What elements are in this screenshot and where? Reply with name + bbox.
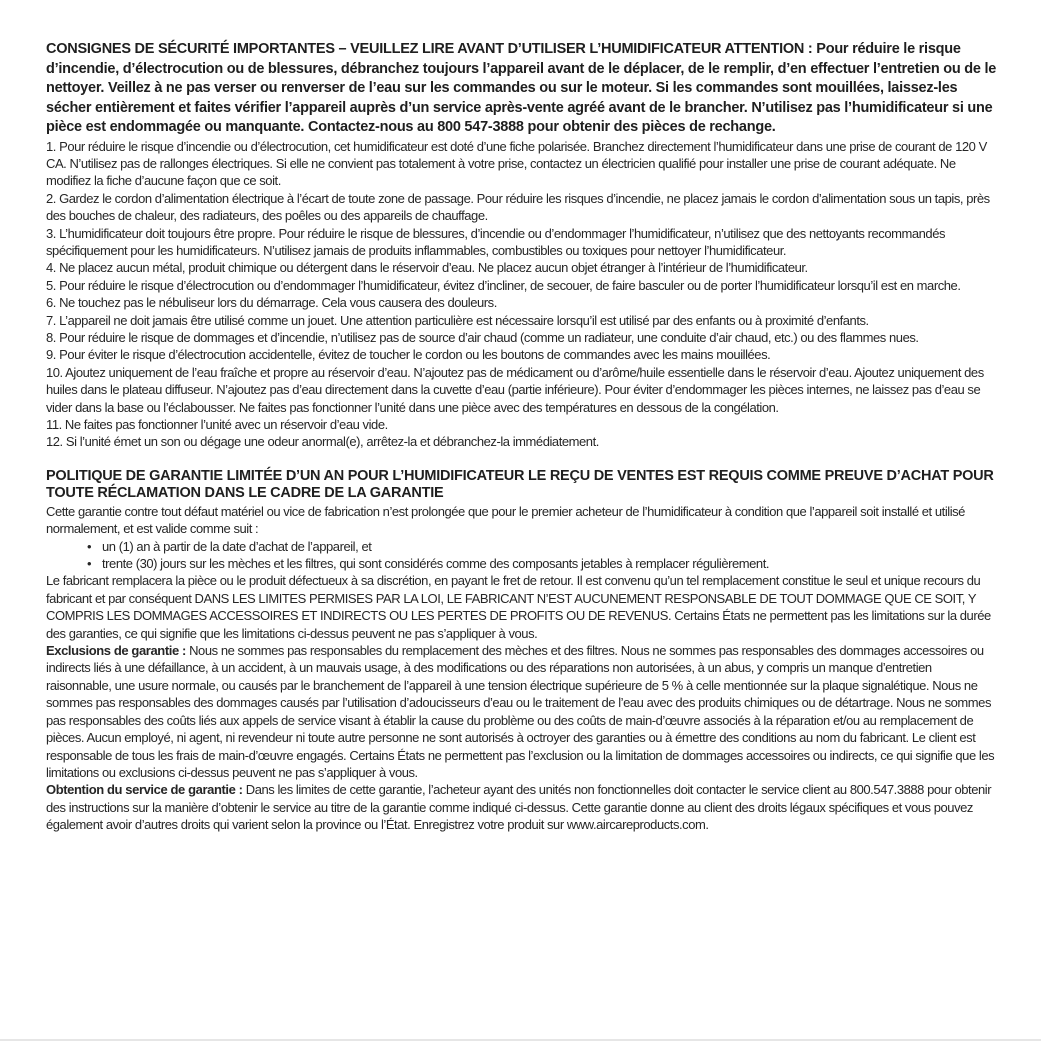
safety-item: 9. Pour éviter le risque d’électrocution accidentelle, évitez de toucher le cordon ou les boutons de commandes avec les mains mouillées. [46,347,771,363]
safety-item: 11. Ne faites pas fonctionner l’unité avec un réservoir d’eau vide. [46,417,388,432]
warranty-exclusions [46,642,998,781]
safety-item: 7. L’appareil ne doit jamais être utilisé comme un jouet. Une attention particulière est nécessaire lorsqu’il est utilisé par des enfants ou à proximité d’enfants. [46,312,869,328]
bullet-text: trente (30) jours sur les mèches et les filtres, qui sont considérés comme des composants jetables à remplacer régulièrement. [102,556,770,572]
list-item [87,555,998,572]
safety-items [46,138,998,451]
warranty-replacement: Le fabricant remplacera la pièce ou le produit défectueux à sa discrétion, en payant le fret de retour. Il est convenu qu’un tel remplacement constitue le seul et unique recours du fabricant et par conséquent DANS LES LIMITES PERMISES PAR LA LOI, LE FABRICANT N’EST AUCUNEMENT RESPONSABLE DE TOUT DOMMAGE QUE CE SOIT, Y COMPRIS LES DOMMAGES ACCESSOIRES ET INDIRECTS OU LES PERTES DE PROFITS OU DE REVENUS. Certains États ne permettent pas les limitations sur la durée des garanties, ce qui signifie que les limitations ci-dessus peuvent ne pas s’appliquer à vous. [46,573,991,641]
safety-item: 2. Gardez le cordon d’alimentation électrique à l’écart de toute zone de passage. Pour réduire les risques d’incendie, ne placez jamais le cordon d’alimentation sous un tapis, près des bouches de chaleur, des radiateurs, des poêles ou des appareils de chauffage. [46,190,990,224]
safety-item: 8. Pour réduire le risque de dommages et d’incendie, n’utilisez pas de source d’air chaud (comme un radiateur, une conduite d’air chaud, etc.) ou des flammes nues. [46,329,919,345]
bullet-icon: • [87,538,92,554]
safety-item: 4. Ne placez aucun métal, produit chimique ou détergent dans le réservoir d’eau. Ne placez aucun objet étranger à l’intérieur de l’humidificateur. [46,260,808,276]
safety-item: 1. Pour réduire le risque d’incendie ou d’électrocution, cet humidificateur est doté d’une fiche polarisée. Branchez directement l’humidificateur dans une prise de courant de 120 V CA. N’utilisez pas de rallonges électriques. Si elle ne convient pas totalement à votre prise, contactez un électricien qualifié pour installer une prise de courant adéquate. Ne modifiez la fiche d’aucune façon que ce soit. [46,138,987,189]
safety-item: 6. Ne touchez pas le nébuliseur lors du démarrage. Cela vous causera des douleurs. [46,295,497,311]
service-label: Obtention du service de garantie : [46,782,243,798]
exclusions-label: Exclusions de garantie : [46,643,186,659]
warranty-heading: POLITIQUE DE GARANTIE LIMITÉE D’UN AN POUR L’HUMIDIFICATEUR LE REÇU DE VENTES EST REQUIS COMME PREUVE D’ACHAT POUR TOUTE RÉCLAMATION DANS LE CADRE DE LA GARANTIE [46,467,994,502]
bullet-text: un (1) an à partir de la date d’achat de l’appareil, et [102,538,372,554]
safety-item: 5. Pour réduire le risque d’électrocution ou d’endommager l’humidificateur, évitez d’incliner, de secouer, de faire basculer ou de porter l’humidificateur lorsqu’il est en marche. [46,277,961,293]
warranty-service [46,781,998,833]
bullet-icon: • [87,556,92,572]
exclusions-text: Nous ne sommes pas responsables du remplacement des mèches et des filtres. Nous ne sommes pas responsables des dommages accessoires ou indirects liés à une défaillance, à un accident, à un mauvais usage, à des modifications ou des réparations non autorisées, à un abus, y compris un manque d’entretien raisonnable, une usure normale, ou causés par le branchement de l’appareil à une tension électrique supérieure de 5 % à celle mentionnée sur la plaque signalétique. Nous ne sommes pas responsables des dommages causés par l’utilisation d’adoucisseurs d’eau ou le traitement de l’eau avec des produits chimiques ou de détartrage. Nous ne sommes pas responsables des coûts liés aux appels de service visant à établir la cause du problème ou des coûts de main-d’œuvre associés à la réparation et/ou au remplacement de pièces. Aucun employé, ni agent, ni revendeur ni toute autre personne ne sont autorisés à octroyer des garanties ou à émettre des conditions au nom du fabricant. Le client est responsable de tous les frais de main-d’œuvre engagés. Certains États ne permettent pas l’exclusion ou la limitation de dommages accessoires ou indirects, ce qui signifie que les limitations ou exclusions ci-dessus peuvent ne pas s’appliquer à vous. [46,643,995,780]
safety-heading: CONSIGNES DE SÉCURITÉ IMPORTANTES – VEUILLEZ LIRE AVANT D’UTILISER L’HUMIDIFICATEUR ATTENTION : Pour réduire le risque d’incendie, d’électrocution ou de blessures, débranchez toujours l’appareil avant de le déplacer, de le remplir, d’en effectuer l’entretien ou de le nettoyer. Veillez à ne pas verser ou renverser de l’eau sur les commandes ou sur le moteur. Si les commandes sont mouillées, laissez-les sécher entièrement et faites vérifier l’appareil auprès d’un service après-vente agréé avant de le brancher. N’utilisez pas l’humidificateur si une pièce est endommagée ou manquante. Contactez-nous au 800 547-3888 pour obtenir des pièces de rechange. [46,41,997,135]
list-item [87,538,998,555]
warranty-intro: Cette garantie contre tout défaut matériel ou vice de fabrication n’est prolongée que pour le premier acheteur de l’humidificateur à condition que l’appareil soit installé et utilisé normalement, et est valide comme suit : [46,503,965,537]
warranty-bullet-list [46,538,998,573]
safety-item: 10. Ajoutez uniquement de l’eau fraîche et propre au réservoir d’eau. N’ajoutez pas de médicament ou d’arôme/huile essentielle dans le réservoir d’eau. Ajoutez uniquement des huiles dans le plateau diffuseur. N’ajoutez pas d’eau directement dans la cuvette d’eau (partie inférieure). Pour éviter d’endommager les pièces internes, ne laissez pas d’eau se vider dans la base ou l’éclabousser. Ne faites pas fonctionner l’unité dans une pièce avec des températures en dessous de la congélation. [46,364,984,415]
document-page [46,40,998,834]
service-text: Dans les limites de cette garantie, l’acheteur ayant des unités non fonctionnelles doit contacter le service client au 800.547.3888 pour obtenir des instructions sur la manière d’obtenir le service au titre de la garantie comme indiqué ci-dessus. Cette garantie donne au client des droits légaux spécifiques et vous pouvez également avoir d’autres droits qui varient selon la province ou l’État. Enregistrez votre produit sur www.aircareproducts.com. [46,782,992,833]
safety-item: 12. Si l’unité émet un son ou dégage une odeur anormal(e), arrêtez-la et débranchez-la immédiatement. [46,434,599,450]
safety-item: 3. L’humidificateur doit toujours être propre. Pour réduire le risque de blessures, d’incendie ou d’endommager l’humidificateur, n’utilisez que des nettoyants recommandés spécifiquement pour les humidificateurs. N’utilisez jamais de produits inflammables, combustibles ou toxiques pour nettoyer l’humidificateur. [46,225,946,258]
